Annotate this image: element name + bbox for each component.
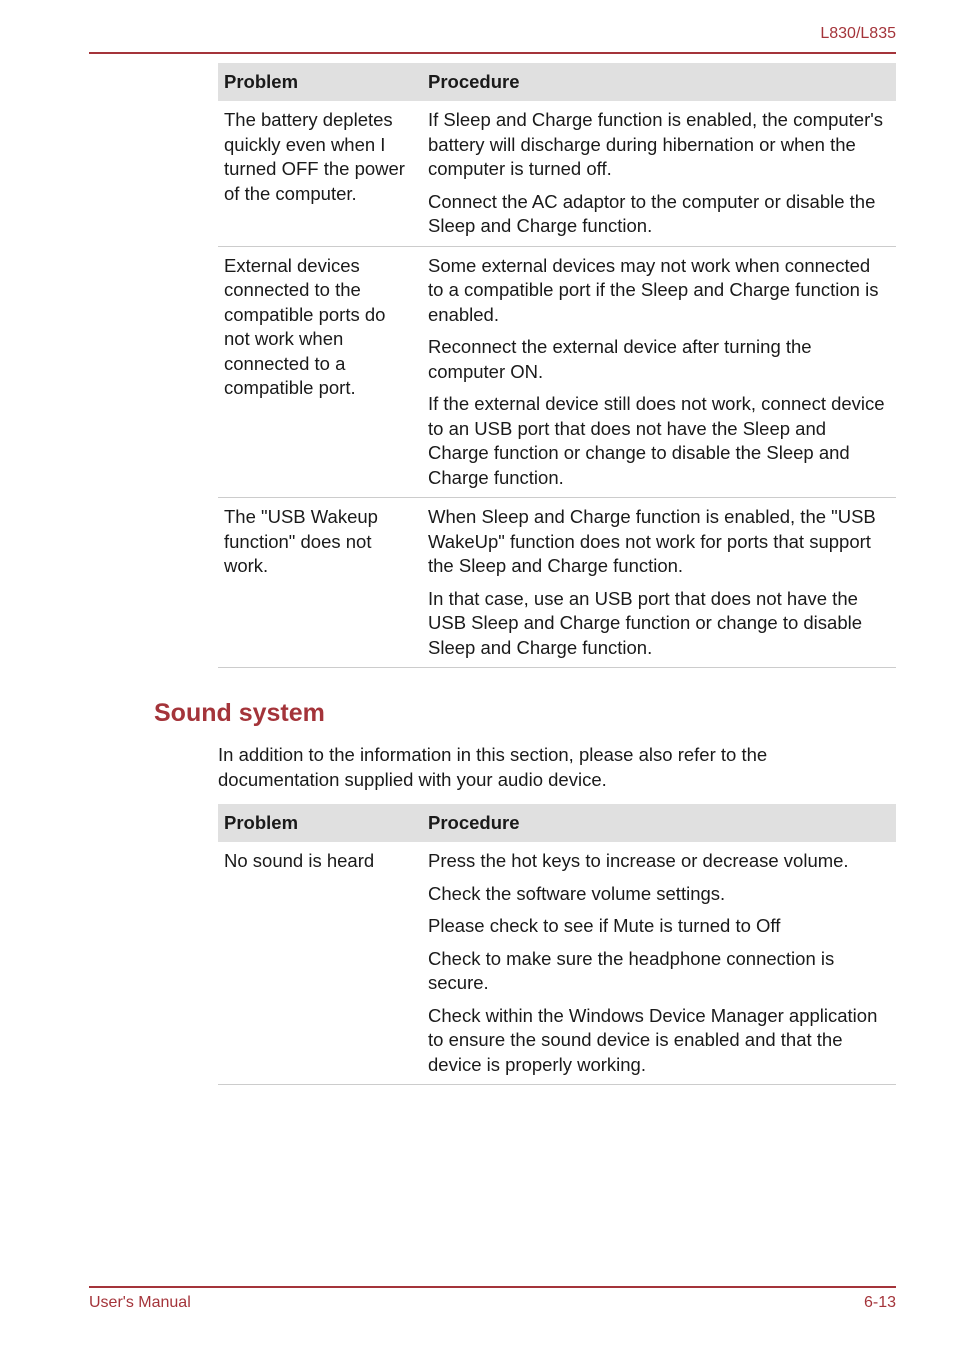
procedure-step: When Sleep and Charge function is enabled, the "USB WakeUp" function does not work for ports that support the Sleep and Charge function. [428, 506, 876, 576]
table-row [218, 498, 896, 668]
procedure-step: Reconnect the external device after turning the computer ON. [428, 336, 812, 382]
procedure-step: Check the software volume settings. [428, 882, 726, 904]
procedure-step: Check within the Windows Device Manager application to ensure the sound device is enabled and that the device is properly working. [428, 1004, 878, 1075]
procedure-step: Some external devices may not work when connected to a compatible port if the Sleep and Charge function is enabled. [428, 254, 879, 325]
problem-cell: The "USB Wakeup function" does not work. [218, 498, 422, 668]
column-header-procedure: Procedure [422, 63, 896, 101]
procedure-cell [422, 101, 896, 246]
procedure-cell [422, 842, 896, 1085]
column-header-procedure: Procedure [422, 804, 896, 842]
header-rule [89, 52, 896, 54]
procedure-cell [422, 498, 896, 668]
procedure-step: In that case, use an USB port that does not have the USB Sleep and Charge function or change to disable Sleep and Charge function. [428, 587, 863, 658]
section-intro: In addition to the information in this section, please also refer to the documentation supplied with your audio device. [218, 744, 768, 790]
procedure-step: If Sleep and Charge function is enabled, the computer's battery will discharge during hibernation or when the computer is turned off. [428, 109, 884, 179]
table-row [218, 101, 896, 246]
table-row [218, 246, 896, 498]
header-model: L830/L835 [820, 25, 896, 42]
problem-cell: The battery depletes quickly even when I turned OFF the power of the computer. [218, 101, 422, 246]
table-row [218, 842, 896, 1085]
problem-cell: External devices connected to the compatible ports do not work when connected to a compatible port. [218, 246, 422, 498]
column-header-problem: Problem [218, 63, 422, 101]
troubleshooting-table-sleep-charge [218, 63, 896, 668]
footer-rule [89, 1286, 896, 1288]
footer-manual-title: User's Manual [89, 1294, 191, 1311]
procedure-step: Please check to see if Mute is turned to Off [428, 915, 781, 936]
procedure-step: Connect the AC adaptor to the computer or disable the Sleep and Charge function. [428, 190, 876, 236]
table-header-row [218, 63, 896, 101]
procedure-step: Check to make sure the headphone connection is secure. [428, 947, 835, 993]
procedure-step: Press the hot keys to increase or decrease volume. [428, 850, 849, 871]
column-header-problem: Problem [218, 804, 422, 842]
section-heading-sound-system: Sound system [154, 699, 325, 727]
footer-page-number: 6-13 [863, 1294, 896, 1311]
procedure-step: If the external device still does not work, connect device to an USB port that does not have the Sleep and Charge function or change to disable the Sleep and Charge function. [428, 393, 885, 488]
procedure-cell [422, 246, 896, 498]
troubleshooting-table-sound [218, 804, 896, 1085]
table-header-row [218, 804, 896, 842]
problem-cell: No sound is heard [218, 842, 422, 1085]
